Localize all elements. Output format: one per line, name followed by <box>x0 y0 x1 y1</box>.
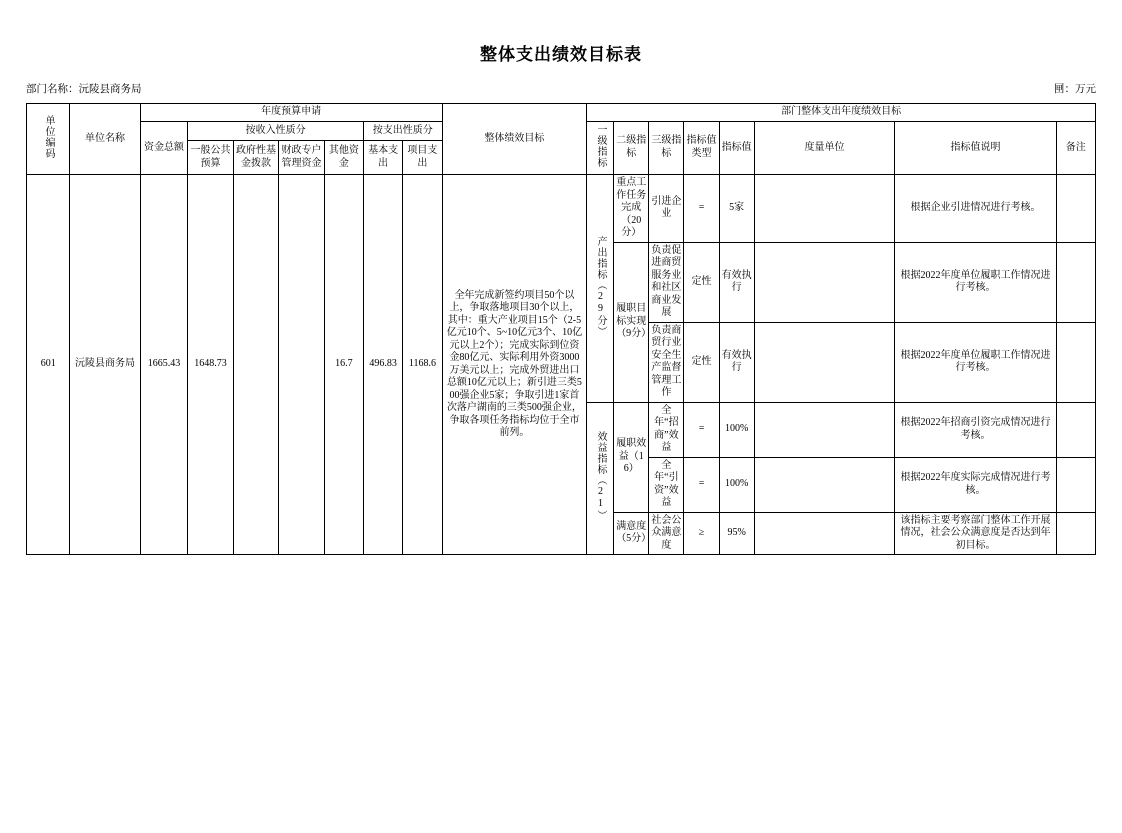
cell-value: 有效执行 <box>719 322 754 402</box>
cell-unit-name: 沅陵县商务局 <box>70 175 140 555</box>
cell-value-type: = <box>684 175 719 243</box>
th-by-income: 按收入性质分 <box>188 121 364 141</box>
th-overall-goal: 整体绩效目标 <box>442 104 587 175</box>
cell-remark <box>1056 512 1095 555</box>
cell-overall-goal: 全年完成新签约项目50个以上，争取落地项目30个以上，其中：重大产业项目15个（2-5亿元10个、5~10亿元3个、10亿元以上2个）；完成实际到位资金80亿元、实际利用外资3000万美元以上；完成外贸进出口总额10亿元以上；新引进三类500强企业5家；争取引进1家首次落户湖南的三类500强企业，争取各项任务指标均位于全市前列。 <box>442 175 587 555</box>
th-other-funds: 其他资金 <box>324 141 363 175</box>
cell-gov-fund <box>233 175 278 555</box>
cell-value-type: 定性 <box>684 242 719 322</box>
th-unit-code: 单位编码 <box>27 104 70 175</box>
cell-level1-output: 产出指标（29分） <box>587 175 614 403</box>
department-name: 部门名称：沅陵县商务局 <box>26 84 142 95</box>
cell-level2-duty-benefit: 履职效益（16） <box>614 402 649 512</box>
th-basic-exp: 基本支出 <box>363 141 402 175</box>
th-project-exp: 项目支出 <box>403 141 442 175</box>
cell-remark <box>1056 457 1095 512</box>
th-measure-unit: 度量单位 <box>754 121 895 175</box>
cell-value-type: ≥ <box>684 512 719 555</box>
meta-row <box>26 81 1096 97</box>
th-unit-name: 单位名称 <box>70 104 140 175</box>
table-row <box>27 175 1096 243</box>
th-value-desc: 指标值说明 <box>895 121 1056 175</box>
cell-value-desc: 根据2022年度实际完成情况进行考核。 <box>895 457 1056 512</box>
th-level3: 三级指标 <box>649 121 684 175</box>
cell-remark <box>1056 322 1095 402</box>
cell-remark <box>1056 402 1095 457</box>
cell-level3: 社会公众满意度 <box>649 512 684 555</box>
cell-value-desc: 该指标主要考察部门整体工作开展情况，社会公众满意度是否达到年初目标。 <box>895 512 1056 555</box>
cell-value: 100% <box>719 402 754 457</box>
cell-unit-code: 601 <box>27 175 70 555</box>
cell-general-public: 1648.73 <box>188 175 233 555</box>
th-value: 指标值 <box>719 121 754 175</box>
cell-value-desc: 根据2022年度单位履职工作情况进行考核。 <box>895 242 1056 322</box>
th-remark: 备注 <box>1056 121 1095 175</box>
th-by-expense: 按支出性质分 <box>363 121 442 141</box>
cell-value: 5家 <box>719 175 754 243</box>
cell-remark <box>1056 242 1095 322</box>
cell-level3: 引进企业 <box>649 175 684 243</box>
cell-measure-unit <box>754 242 895 322</box>
cell-value-type: = <box>684 457 719 512</box>
th-total-amount: 资金总额 <box>140 121 188 175</box>
cell-other-funds: 16.7 <box>324 175 363 555</box>
th-level2: 二级指标 <box>614 121 649 175</box>
cell-level3: 全年“招商”效益 <box>649 402 684 457</box>
th-dept-year-goal: 部门整体支出年度绩效目标 <box>587 104 1096 122</box>
cell-measure-unit <box>754 322 895 402</box>
cell-project-exp: 1168.6 <box>403 175 442 555</box>
cell-basic-exp: 496.83 <box>363 175 402 555</box>
cell-value-type: = <box>684 402 719 457</box>
cell-fiscal-account <box>279 175 324 555</box>
cell-measure-unit <box>754 457 895 512</box>
cell-measure-unit <box>754 175 895 243</box>
cell-level3: 负责商贸行业安全生产监督管理工作 <box>649 322 684 402</box>
th-value-type: 指标值类型 <box>684 121 719 175</box>
th-fiscal-account: 财政专户管理资金 <box>279 141 324 175</box>
cell-remark <box>1056 175 1095 243</box>
cell-value: 100% <box>719 457 754 512</box>
cell-level3: 负责促进商贸服务业和社区商业发展 <box>649 242 684 322</box>
cell-level2-key-task: 重点工作任务完成（20分） <box>614 175 649 243</box>
page-title: 整体支出绩效目标表 <box>480 45 642 64</box>
cell-level2-duty-goal: 履职目标实现（9分） <box>614 242 649 402</box>
th-level1: 一级指标 <box>587 121 614 175</box>
page <box>0 40 1122 833</box>
cell-measure-unit <box>754 402 895 457</box>
cell-value-desc: 根据2022年度单位履职工作情况进行考核。 <box>895 322 1056 402</box>
cell-value-type: 定性 <box>684 322 719 402</box>
cell-level1-benefit: 效益指标（21） <box>587 402 614 555</box>
cell-value-desc: 根据2022年招商引资完成情况进行考核。 <box>895 402 1056 457</box>
th-general-public: 一般公共预算 <box>188 141 233 175</box>
th-gov-fund: 政府性基金拨款 <box>233 141 278 175</box>
currency-unit: 㘡：万元 <box>1054 84 1096 95</box>
cell-value-desc: 根据企业引进情况进行考核。 <box>895 175 1056 243</box>
cell-total-amount: 1665.43 <box>140 175 188 555</box>
performance-goal-table <box>26 103 1096 555</box>
th-budget-group: 年度预算申请 <box>140 104 442 122</box>
cell-level2-satisfaction: 满意度（5分） <box>614 512 649 555</box>
cell-value: 95% <box>719 512 754 555</box>
cell-value: 有效执行 <box>719 242 754 322</box>
cell-measure-unit <box>754 512 895 555</box>
cell-level3: 全年“引资”效益 <box>649 457 684 512</box>
